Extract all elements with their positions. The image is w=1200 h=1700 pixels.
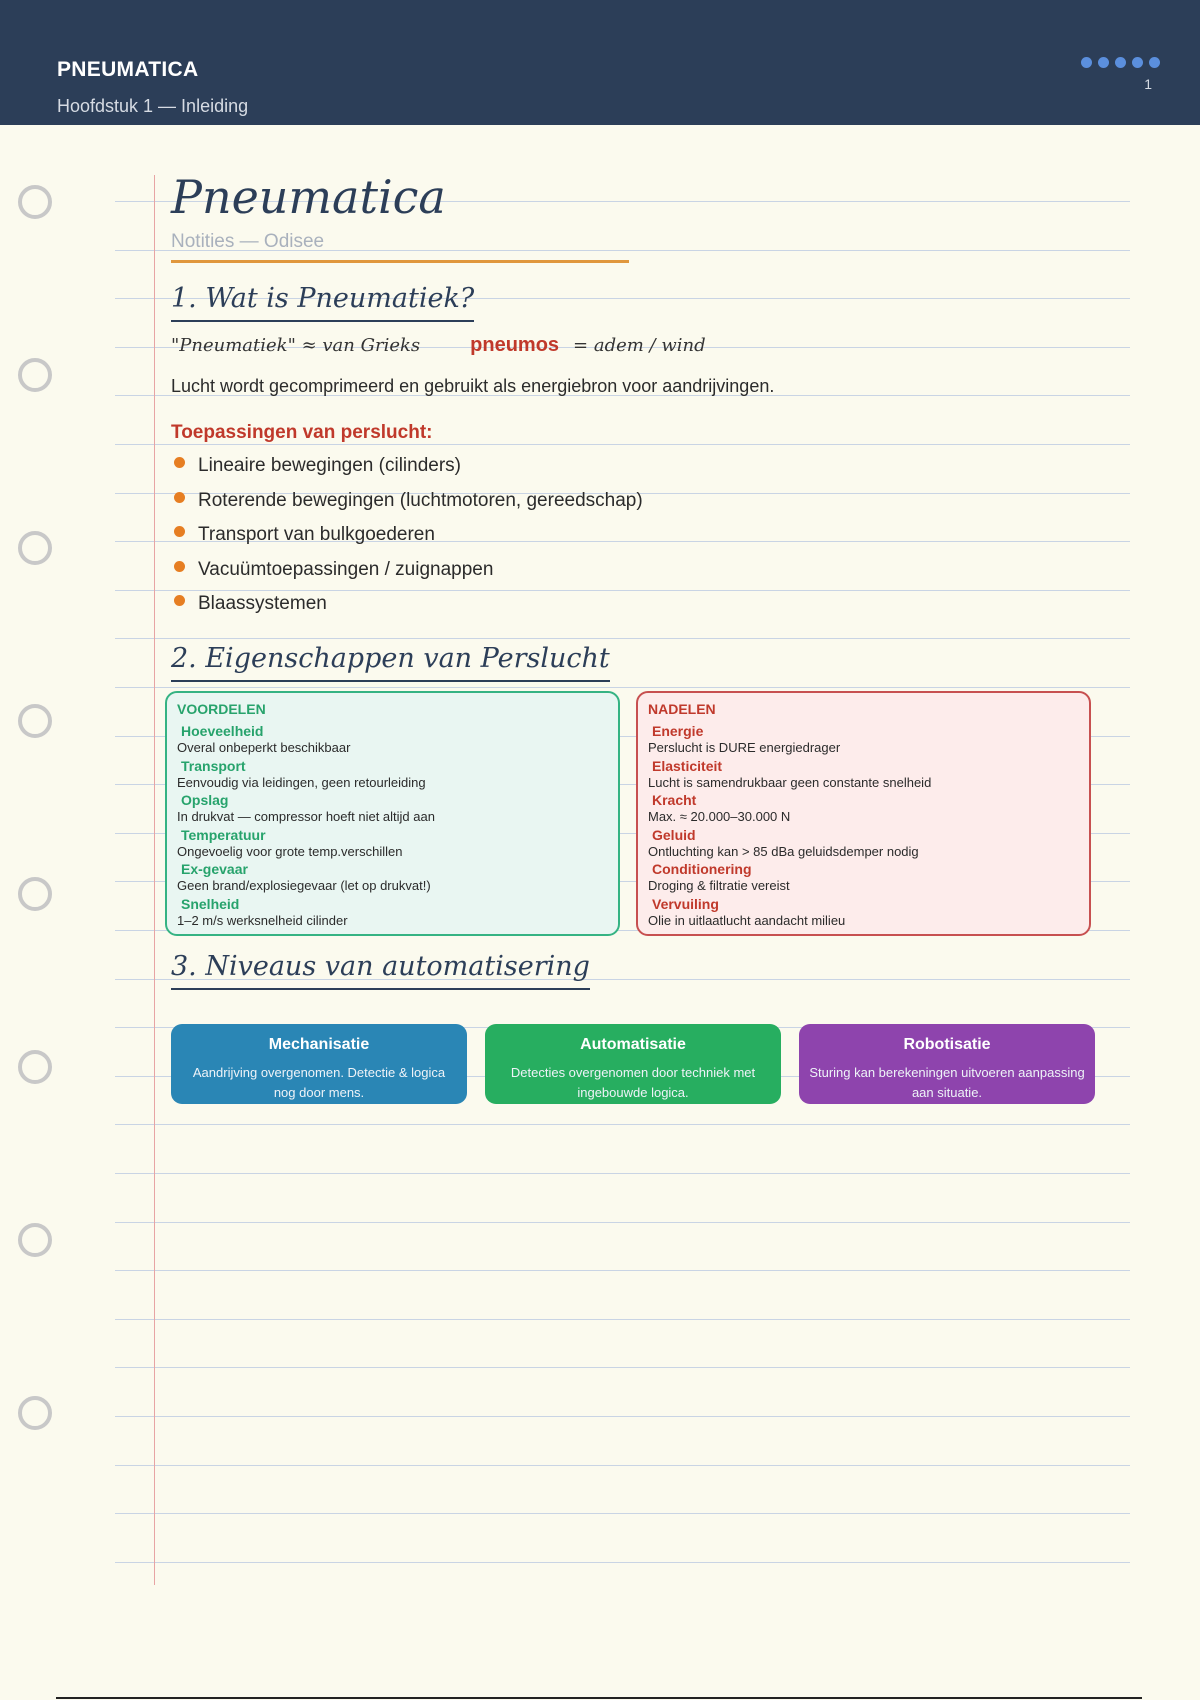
ruled-line — [115, 1173, 1130, 1174]
header-brand: PNEUMATICA — [57, 58, 199, 81]
binder-hole-icon — [18, 877, 52, 911]
bullet-icon — [174, 561, 185, 572]
level-card-desc: Detecties overgenomen door techniek met ingebouwde logica. — [510, 1065, 756, 1100]
binder-hole-icon — [18, 358, 52, 392]
title-underline — [171, 260, 629, 263]
advantage-label: Temperatuur — [181, 826, 266, 843]
advantage-text: Ongevoelig voor grote temp.verschillen — [177, 843, 403, 859]
etymology-meaning: = adem / wind — [573, 335, 706, 356]
applications-title: Toepassingen van perslucht: — [171, 422, 433, 443]
bullet-icon — [174, 595, 185, 606]
page-header — [0, 0, 1200, 125]
etymology-prefix: "Pneumatiek" ≈ van Grieks — [171, 335, 421, 356]
level-card-mechanisatie — [171, 1024, 467, 1104]
binder-hole-icon — [18, 1050, 52, 1084]
bullet-icon — [174, 526, 185, 537]
disadvantages-title: NADELEN — [648, 701, 716, 717]
disadvantage-text: Ontluchting kan > 85 dBa geluidsdemper nodig — [648, 843, 919, 859]
level-card-desc: Aandrijving overgenomen. Detectie & logica nog door mens. — [192, 1065, 446, 1100]
page-title: Pneumatica — [171, 170, 446, 224]
advantage-label: Snelheid — [181, 895, 240, 912]
dot-icon — [1115, 57, 1126, 68]
list-item — [171, 524, 643, 559]
page-number: 1 — [1144, 76, 1152, 92]
ruled-line — [115, 1465, 1130, 1466]
page-dots — [1081, 57, 1160, 68]
disadvantage-label: Energie — [652, 723, 704, 739]
ruled-line — [115, 1562, 1130, 1563]
disadvantage-text: Perslucht is DURE energiedrager — [648, 740, 841, 755]
ruled-line — [115, 1124, 1130, 1125]
intro-text: Lucht wordt gecomprimeerd en gebruikt als energiebron voor aandrijvingen. — [171, 376, 775, 396]
advantage-label: Opslag — [181, 792, 229, 808]
applications-list — [171, 455, 643, 628]
disadvantage-item — [648, 792, 1079, 827]
disadvantage-text: Olie in uitlaatlucht aandacht milieu — [648, 912, 846, 928]
disadvantage-label: Vervuiling — [652, 895, 719, 912]
advantage-text: 1–2 m/s werksnelheid cilinder — [177, 912, 348, 928]
advantage-item — [177, 758, 608, 793]
list-item-text: Blaassystemen — [198, 593, 327, 614]
advantage-text: Geen brand/explosiegevaar (let op drukvat!) — [177, 878, 431, 893]
binder-hole-icon — [18, 531, 52, 565]
disadvantage-item — [648, 861, 1079, 896]
level-card-title: Automatisatie — [580, 1036, 686, 1053]
ruled-line — [115, 1513, 1130, 1514]
binder-hole-icon — [18, 1396, 52, 1430]
list-item — [171, 559, 643, 594]
margin-line — [154, 175, 155, 1585]
ruled-line — [115, 638, 1130, 639]
advantage-item — [177, 723, 608, 758]
binder-hole-icon — [18, 185, 52, 219]
list-item — [171, 593, 643, 628]
disadvantage-text: Max. ≈ 20.000–30.000 N — [648, 809, 791, 824]
dot-icon — [1081, 57, 1092, 68]
dot-icon — [1098, 57, 1109, 68]
disadvantage-item — [648, 896, 1079, 931]
list-item — [171, 490, 643, 525]
ruled-line — [115, 1270, 1130, 1271]
level-card-title: Robotisatie — [903, 1036, 991, 1053]
ruled-line — [115, 1319, 1130, 1320]
advantage-text: In drukvat — compressor hoeft niet altijd aan — [177, 809, 435, 824]
list-item-text: Lineaire bewegingen (cilinders) — [198, 455, 461, 476]
page-subtitle: Notities — Odisee — [171, 231, 325, 252]
advantage-item — [177, 861, 608, 896]
etymology-word: pneumos — [470, 334, 560, 356]
advantage-item — [177, 896, 608, 931]
advantage-item — [177, 792, 608, 827]
section-heading-2: 2. Eigenschappen van Perslucht — [171, 643, 610, 682]
list-item-text: Roterende bewegingen (luchtmotoren, gereedschap) — [198, 489, 643, 511]
section-heading-3: 3. Niveaus van automatisering — [171, 951, 590, 990]
ruled-line — [115, 687, 1130, 688]
advantage-item — [177, 827, 608, 862]
disadvantage-label: Conditionering — [652, 861, 752, 877]
binder-hole-icon — [18, 704, 52, 738]
advantages-title: VOORDELEN — [177, 701, 266, 717]
advantage-label: Ex-gevaar — [181, 861, 248, 877]
bottom-rule — [56, 1697, 1142, 1699]
ruled-line — [115, 1367, 1130, 1368]
disadvantage-item — [648, 723, 1079, 758]
etymology-line — [171, 334, 706, 357]
advantage-text: Overal onbeperkt beschikbaar — [177, 740, 351, 755]
disadvantages-box — [636, 691, 1091, 936]
disadvantage-label: Kracht — [652, 792, 697, 808]
advantage-label: Hoeveelheid — [181, 723, 264, 739]
dot-icon — [1132, 57, 1143, 68]
binder-hole-icon — [18, 1223, 52, 1257]
disadvantage-text: Lucht is samendrukbaar geen constante snelheid — [648, 774, 932, 790]
level-card-title: Mechanisatie — [268, 1036, 370, 1053]
level-card-desc: Sturing kan berekeningen uitvoeren aanpassing aan situatie. — [809, 1065, 1085, 1100]
list-item — [171, 455, 643, 490]
level-card-automatisatie — [485, 1024, 781, 1104]
bullet-icon — [174, 492, 185, 503]
ruled-line — [115, 1416, 1130, 1417]
advantages-box — [165, 691, 620, 936]
disadvantage-item — [648, 758, 1079, 793]
header-chapter: Hoofdstuk 1 — Inleiding — [57, 96, 249, 116]
dot-icon — [1149, 57, 1160, 68]
advantage-label: Transport — [181, 757, 246, 774]
level-card-robotisatie — [799, 1024, 1095, 1104]
disadvantage-label: Geluid — [652, 826, 696, 843]
disadvantage-label: Elasticiteit — [652, 757, 723, 774]
bullet-icon — [174, 457, 185, 468]
list-item-text: Vacuümtoepassingen / zuignappen — [198, 558, 494, 580]
advantage-text: Eenvoudig via leidingen, geen retourleiding — [177, 774, 426, 790]
ruled-line — [115, 1222, 1130, 1223]
disadvantage-text: Droging & filtratie vereist — [648, 878, 790, 893]
ruled-line — [115, 444, 1130, 445]
section-heading-1: 1. Wat is Pneumatiek? — [171, 283, 474, 322]
list-item-text: Transport van bulkgoederen — [198, 524, 435, 545]
disadvantage-item — [648, 827, 1079, 862]
